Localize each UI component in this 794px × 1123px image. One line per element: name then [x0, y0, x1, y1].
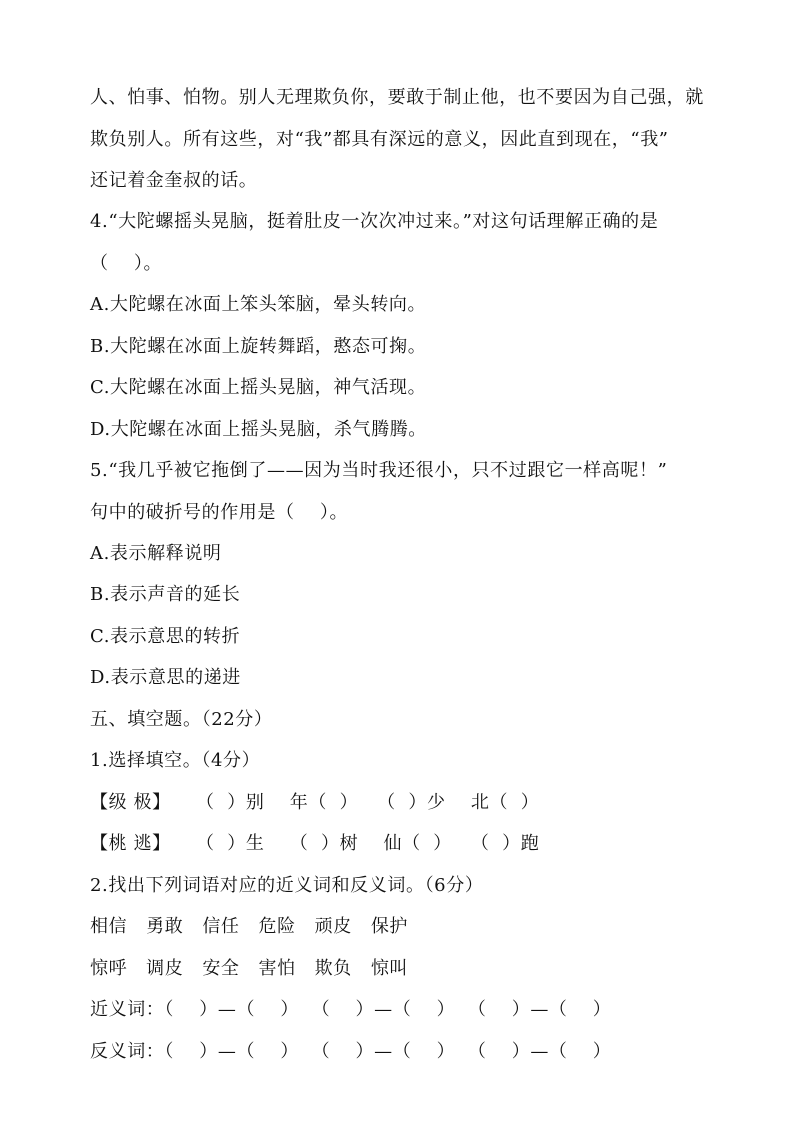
question-4-option-a: A.大陀螺在冰面上笨头笨脑，晕头转向。: [90, 294, 427, 315]
question-4-answer-blank: （ ）。: [90, 253, 163, 274]
fill-row-tao: 【桃 逃】 （ ）生 （ ）树 仙（ ） （ ）跑: [90, 833, 540, 854]
question-5-option-d: D.表示意思的递进: [90, 667, 241, 688]
word-list-row-1: 相信 勇敢 信任 危险 顽皮 保护: [90, 916, 409, 937]
question-5-option-c: C.表示意思的转折: [90, 626, 241, 647]
question-4-option-b: B.大陀螺在冰面上旋转舞蹈，憨态可掬。: [90, 336, 427, 357]
question-5-stem: 5.“我几乎被它拖倒了——因为当时我还很小，只不过跟它一样高呢！”: [90, 460, 668, 481]
passage-line-3: 还记着金奎叔的话。: [90, 170, 258, 191]
fill-question-2-title: 2.找出下列词语对应的近义词和反义词。（6分）: [90, 875, 484, 896]
question-5-stem-continued: 句中的破折号的作用是（ ）。: [90, 502, 349, 523]
passage-line-1: 人、怕事、怕物。别人无理欺负你，要敢于制止他，也不要因为自己强，就: [90, 87, 704, 108]
antonym-answer-row: 反义词：（ ）—（ ） （ ）—（ ） （ ）—（ ）: [90, 1041, 612, 1062]
fill-row-ji: 【级 极】 （ ）别 年（ ） （ ）少 北（ ）: [90, 792, 540, 813]
synonym-answer-row: 近义词：（ ）—（ ） （ ）—（ ） （ ）—（ ）: [90, 999, 612, 1020]
question-4-option-c: C.大陀螺在冰面上摇头晃脑，神气活现。: [90, 377, 427, 398]
question-5-option-a: A.表示解释说明: [90, 543, 222, 564]
question-4-option-d: D.大陀螺在冰面上摇头晃脑，杀气腾腾。: [90, 419, 427, 440]
fill-question-1-title: 1.选择填空。（4分）: [90, 750, 261, 771]
question-4-stem: 4.“大陀螺摇头晃脑，挺着肚皮一次次冲过来。”对这句话理解正确的是: [90, 211, 659, 232]
word-list-row-2: 惊呼 调皮 安全 害怕 欺负 惊叫: [90, 958, 409, 979]
passage-line-2: 欺负别人。所有这些，对“我”都具有深远的意义，因此直到现在，“我”: [90, 129, 669, 150]
question-5-option-b: B.表示声音的延长: [90, 584, 241, 605]
section-5-heading: 五、填空题。（22分）: [90, 709, 273, 730]
